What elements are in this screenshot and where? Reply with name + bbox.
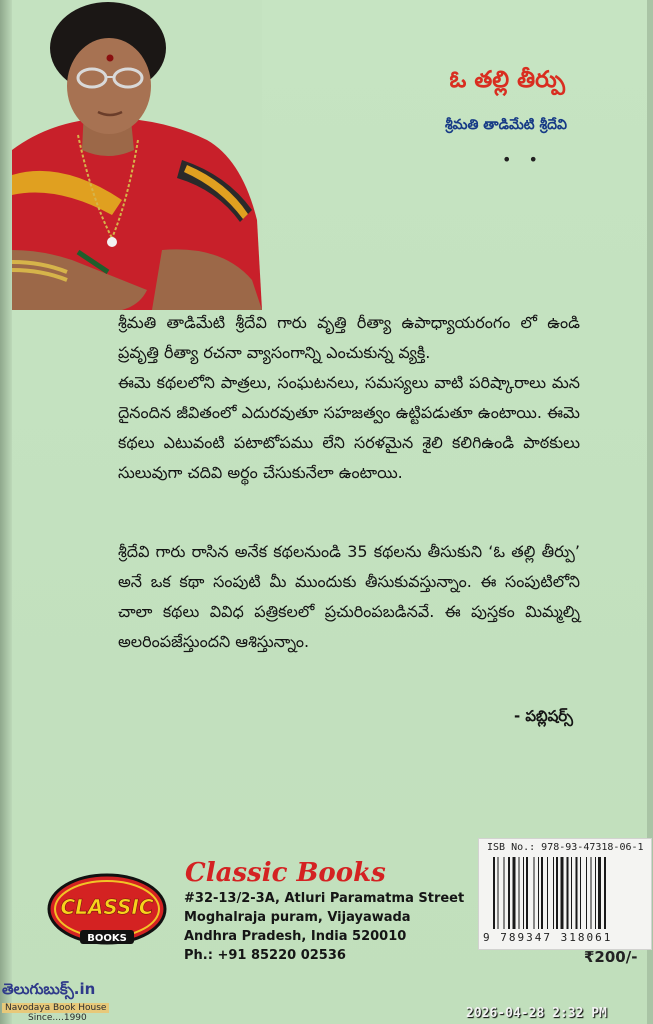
photo-timestamp: 2026-04-28 2:32 PM: [466, 1006, 607, 1021]
decorative-dots: • •: [502, 150, 544, 169]
barcode-image: [493, 857, 639, 929]
watermark-site: తెలుగుబుక్స్.in: [2, 980, 96, 998]
author-name: శ్రీమతి తాడిమేటి శ్రీదేవి: [444, 117, 567, 133]
blurb-paragraph-3: శ్రీదేవి గారు రాసిన అనేక కథలనుండి 35 కథలను తీసుకుని ‘ఓ తల్లి తీర్పు’ అనే ఒక కథా సంపుటి మీ ముందుకు తీసుకువస్తున్నాం. ఈ సంపుటిలోని చాలా కథలు వివిధ పత్రికలలో ప్రచురింపబడినవే. ఈ పుస్తకం మిమ్మల్ని అలరింపజేస్తుందని ఆశిస్తున్నాం.: [118, 542, 580, 651]
classic-books-logo: [47, 872, 167, 952]
publisher-name: Classic Books: [185, 858, 386, 888]
price: ₹200/-: [584, 948, 638, 966]
address-line: Moghalraja puram, Vijayawada: [184, 910, 411, 925]
address-line: #32-13/2-3A, Atluri Paramatma Street: [184, 891, 465, 906]
watermark-since: Since....1990: [28, 1013, 87, 1023]
publisher-address: [184, 889, 464, 965]
blurb-paragraph-2: ఈమె కథలలోని పాత్రలు, సంఘటనలు, సమస్యలు వాటి పరిష్కారాలు మన దైనందిన జీవితంలో ఎదురవుతూ సహజత్వం ఉట్టిపడుతూ ఉంటాయి. ఈమె కథలు ఎటువంటి పటాటోపము లేని సరళమైన శైలి కలిగిఉండి పాఠకులు సులువుగా చదివి అర్థం చేసుకునేలా ఉంటాయి.: [118, 373, 580, 482]
isbn-number: ISB No.: 978-93-47318-06-1: [487, 842, 644, 853]
isbn-barcode-label: [478, 838, 652, 950]
book-title: ఓ తల్లి తీర్పు: [449, 66, 565, 93]
spine-edge: [0, 0, 12, 1024]
address-line: Andhra Pradesh, India 520010: [184, 929, 407, 944]
blurb-paragraph-1: శ్రీమతి తాడిమేటి శ్రీదేవి గారు వృత్తి రీత్యా ఉపాధ్యాయరంగం లో ఉండి ప్రవృత్తి రీత్యా రచనా వ్యాసంగాన్ని ఎంచుకున్న వ్యక్తి.: [118, 313, 580, 362]
barcode-digits: 9 789347 318061: [483, 931, 613, 944]
bookstore-watermark: [2, 980, 109, 1023]
logo-wordmark: CLASSIC: [60, 895, 154, 919]
phone-line: Ph.: +91 85220 02536: [184, 948, 346, 963]
author-portrait: [12, 0, 262, 310]
watermark-house: Navodaya Book House: [2, 1003, 109, 1013]
publisher-signature: - పబ్లిషర్స్: [513, 707, 573, 725]
logo-subtext: BOOKS: [87, 933, 127, 944]
